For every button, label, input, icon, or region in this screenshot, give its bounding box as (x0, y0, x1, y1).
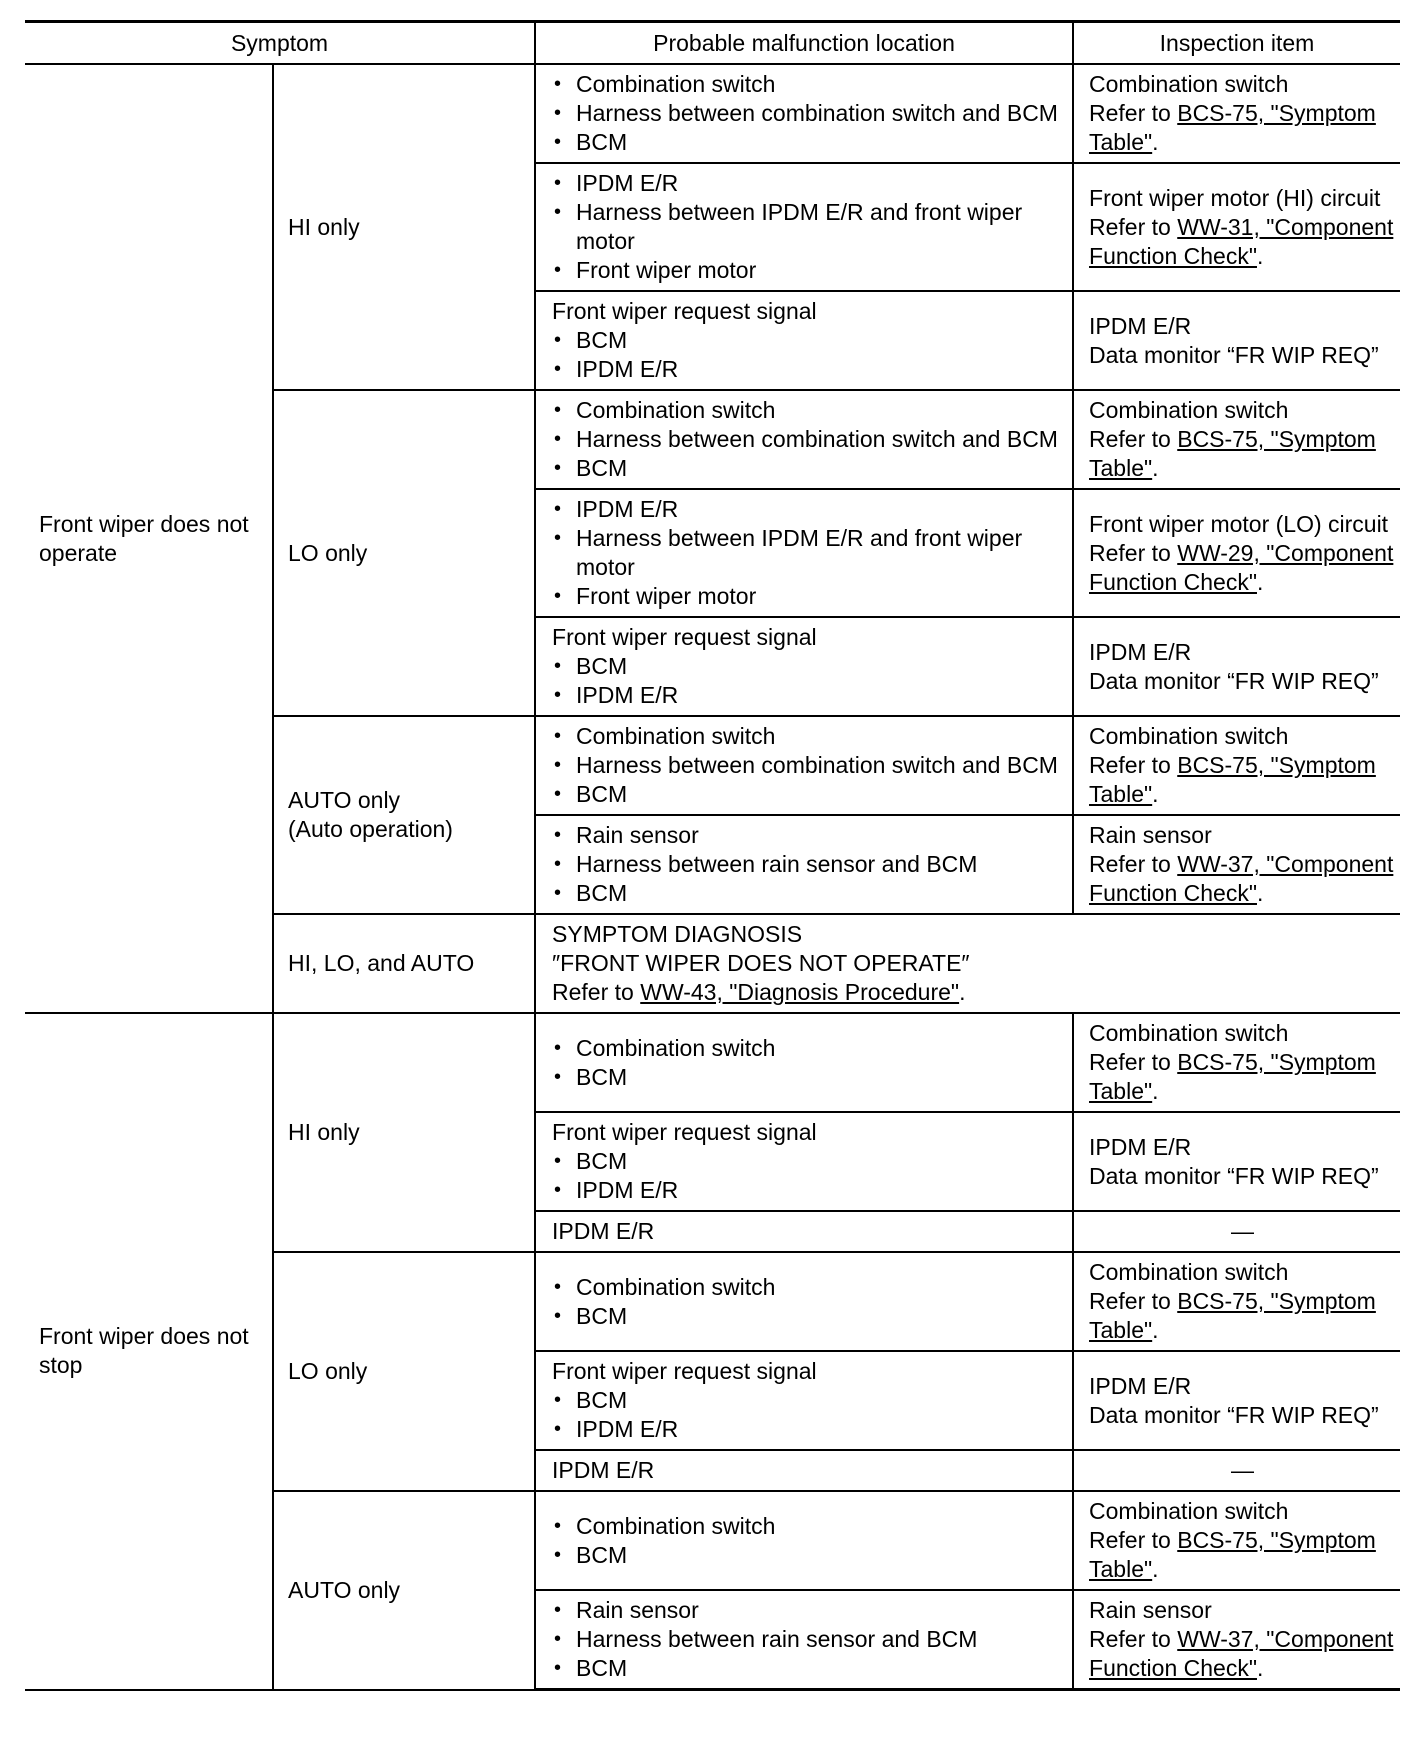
reference-link[interactable]: WW-37, "Component Function Check" (1089, 851, 1394, 906)
location-bullet-item: • BCM (552, 1302, 1062, 1331)
reference-link[interactable]: WW-43, "Diagnosis Procedure" (640, 979, 960, 1005)
location-bullet-item: • Combination switch (552, 1034, 1062, 1063)
probable-location-cell (535, 390, 1073, 489)
location-bullet-item: • Combination switch (552, 1273, 1062, 1302)
inspection-title: IPDM E/R (1089, 638, 1192, 665)
probable-location-cell (535, 1112, 1073, 1211)
inspection-item-cell (1073, 291, 1400, 390)
location-lead-text: IPDM E/R (552, 1457, 655, 1483)
location-bullet-item: • Harness between combination switch and BCM (552, 425, 1062, 454)
inspection-item-cell (1073, 1013, 1400, 1112)
inspection-title: Combination switch (1089, 71, 1289, 97)
location-bullet-item: • Harness between rain sensor and BCM (552, 1625, 1062, 1654)
reference-link[interactable]: BCS-75, "Symptom Table" (1089, 752, 1376, 807)
location-bullet-list (552, 396, 1062, 483)
location-bullet-list (552, 1273, 1062, 1331)
location-bullet-item: • IPDM E/R (552, 495, 1062, 524)
inspection-item-cell (1073, 1590, 1400, 1690)
diagnosis-reference (552, 978, 1390, 1007)
location-bullet-list (552, 1596, 1062, 1683)
location-bullet-item: • Front wiper motor (552, 256, 1062, 285)
location-bullet-list (552, 70, 1062, 157)
mode-text: AUTO only (288, 1576, 401, 1603)
location-bullet-item: • IPDM E/R (552, 681, 1062, 710)
location-bullet-item: • Front wiper motor (552, 582, 1062, 611)
mode-cell (273, 64, 535, 390)
reference-link[interactable]: WW-31, "Component Function Check" (1089, 213, 1394, 269)
location-bullet-item: • Combination switch (552, 396, 1062, 425)
probable-location-cell (535, 1491, 1073, 1590)
probable-location-cell (535, 64, 1073, 163)
mode-text: LO only (288, 539, 368, 566)
inspection-item-cell (1073, 489, 1400, 617)
inspection-reference (1089, 850, 1396, 908)
location-bullet-item: • BCM (552, 1147, 1062, 1176)
location-bullet-item: • Rain sensor (552, 1596, 1062, 1625)
inspection-title: Rain sensor (1089, 1597, 1212, 1623)
mode-cell (273, 1491, 535, 1690)
symptom-table (25, 20, 1400, 1691)
inspection-data-monitor: Data monitor “FR WIP REQ” (1089, 1401, 1379, 1428)
inspection-item-cell (1073, 1211, 1400, 1252)
table-row (25, 64, 1400, 163)
inspection-item-cell (1073, 1450, 1400, 1491)
location-bullet-list (552, 652, 1062, 710)
reference-link[interactable]: BCS-75, "Symptom Table" (1089, 1288, 1376, 1343)
location-bullet-list (552, 722, 1062, 809)
mode-text: HI, LO, and AUTO (288, 950, 475, 976)
reference-prefix: Refer to (1089, 752, 1178, 778)
reference-prefix: Refer to (1089, 1049, 1178, 1075)
location-bullet-item: • Harness between combination switch and BCM (552, 99, 1062, 128)
location-bullet-list (552, 495, 1062, 611)
location-bullet-item: • BCM (552, 780, 1062, 809)
location-bullet-item: • BCM (552, 1654, 1062, 1683)
inspection-reference (1089, 213, 1396, 271)
inspection-title: Rain sensor (1089, 822, 1212, 848)
inspection-data-monitor: Data monitor “FR WIP REQ” (1089, 341, 1379, 368)
probable-location-cell (535, 291, 1073, 390)
location-bullet-item: • Combination switch (552, 1512, 1062, 1541)
reference-link[interactable]: BCS-75, "Symptom Table" (1089, 1049, 1376, 1104)
reference-suffix: . (1152, 1317, 1159, 1343)
symptom-text: Front wiper does not operate (39, 510, 249, 566)
location-bullet-item: • IPDM E/R (552, 169, 1062, 198)
inspection-item-cell (1073, 1252, 1400, 1351)
inspection-title: IPDM E/R (1089, 1372, 1192, 1399)
reference-link[interactable]: WW-37, "Component Function Check" (1089, 1626, 1394, 1681)
reference-prefix: Refer to (1089, 1626, 1178, 1652)
inspection-reference (1089, 1625, 1396, 1683)
probable-location-cell (535, 1590, 1073, 1690)
location-lead-text: Front wiper request signal (552, 624, 817, 650)
reference-link[interactable]: BCS-75, "Symptom Table" (1089, 426, 1376, 481)
location-bullet-item: • Harness between IPDM E/R and front wiper motor (552, 524, 1062, 582)
header-inspection-item: Inspection item (1073, 22, 1400, 65)
reference-link[interactable]: BCS-75, "Symptom Table" (1089, 100, 1376, 155)
probable-location-cell (535, 489, 1073, 617)
inspection-title: Combination switch (1089, 1020, 1289, 1046)
inspection-title: IPDM E/R (1089, 1133, 1192, 1160)
reference-suffix: . (1152, 129, 1159, 155)
header-symptom: Symptom (25, 22, 535, 65)
location-bullet-item: • BCM (552, 128, 1062, 157)
probable-location-cell (535, 617, 1073, 716)
no-inspection-dash: — (1231, 1457, 1255, 1483)
inspection-reference (1089, 1048, 1396, 1106)
header-probable-location: Probable malfunction location (535, 22, 1073, 65)
inspection-item-cell (1073, 163, 1400, 291)
probable-location-cell (535, 1351, 1073, 1450)
location-bullet-list (552, 326, 1062, 384)
location-bullet-item: • BCM (552, 1386, 1062, 1415)
inspection-data-monitor: Data monitor “FR WIP REQ” (1089, 1162, 1379, 1189)
location-lead-text: Front wiper request signal (552, 1119, 817, 1145)
reference-prefix: Refer to (1089, 1288, 1178, 1314)
probable-location-cell (535, 1013, 1073, 1112)
location-bullet-list (552, 1147, 1062, 1205)
inspection-item-cell (1073, 1491, 1400, 1590)
inspection-reference (1089, 539, 1396, 597)
inspection-title: IPDM E/R (1089, 312, 1192, 339)
symptom-cell (25, 1013, 273, 1690)
reference-suffix: . (1152, 1078, 1159, 1104)
mode-cell (273, 390, 535, 716)
location-bullet-item: • Harness between rain sensor and BCM (552, 850, 1062, 879)
inspection-title: Combination switch (1089, 723, 1289, 749)
reference-suffix: . (1256, 880, 1264, 906)
mode-cell (273, 716, 535, 914)
reference-suffix: . (1256, 1655, 1264, 1681)
location-lead-text: Front wiper request signal (552, 298, 817, 324)
mode-subtext: (Auto operation) (288, 816, 453, 842)
table-body (25, 64, 1400, 1690)
reference-prefix: Refer to (1089, 426, 1178, 452)
mode-text: AUTO only (288, 787, 401, 813)
location-bullet-list (552, 1034, 1062, 1092)
probable-location-cell (535, 1252, 1073, 1351)
inspection-reference (1089, 1526, 1396, 1584)
inspection-item-cell (1073, 617, 1400, 716)
probable-location-cell (535, 163, 1073, 291)
no-inspection-dash: — (1231, 1218, 1255, 1244)
reference-suffix: . (959, 979, 966, 1005)
diagnosis-heading: SYMPTOM DIAGNOSIS (552, 921, 803, 947)
inspection-data-monitor: Data monitor “FR WIP REQ” (1089, 667, 1379, 694)
location-bullet-item: • Combination switch (552, 70, 1062, 99)
inspection-title: Combination switch (1089, 397, 1289, 423)
probable-location-cell (535, 1211, 1073, 1252)
reference-prefix: Refer to (1089, 1527, 1178, 1553)
symptom-table-document (25, 20, 1400, 1691)
location-lead-text: IPDM E/R (552, 1218, 655, 1244)
location-lead-text: Front wiper request signal (552, 1358, 817, 1384)
inspection-item-cell (1073, 1112, 1400, 1211)
inspection-item-cell (1073, 390, 1400, 489)
inspection-reference (1089, 425, 1396, 483)
reference-prefix: Refer to (1089, 100, 1178, 126)
location-bullet-item: • BCM (552, 1541, 1062, 1570)
location-bullet-item: • Harness between IPDM E/R and front wiper motor (552, 198, 1062, 256)
symptom-cell (25, 64, 273, 1013)
reference-suffix: . (1256, 242, 1264, 269)
location-bullet-item: • Harness between combination switch and BCM (552, 751, 1062, 780)
reference-prefix: Refer to (1089, 851, 1178, 877)
inspection-title: Combination switch (1089, 1498, 1289, 1524)
location-bullet-list (552, 1512, 1062, 1570)
inspection-reference (1089, 1287, 1396, 1345)
location-bullet-list (552, 1386, 1062, 1444)
location-bullet-item: • IPDM E/R (552, 1176, 1062, 1205)
inspection-reference (1089, 99, 1396, 157)
reference-suffix: . (1152, 781, 1159, 807)
probable-location-cell (535, 815, 1073, 914)
diagnosis-reference-cell (535, 914, 1400, 1013)
probable-location-cell (535, 1450, 1073, 1491)
location-bullet-item: • BCM (552, 1063, 1062, 1092)
symptom-text: Front wiper does not stop (39, 1323, 249, 1379)
reference-prefix: Refer to (552, 979, 641, 1005)
reference-link[interactable]: BCS-75, "Symptom Table" (1089, 1527, 1376, 1582)
inspection-item-cell (1073, 815, 1400, 914)
mode-text: LO only (288, 1358, 368, 1384)
location-bullet-item: • IPDM E/R (552, 1415, 1062, 1444)
mode-text: HI only (288, 1119, 360, 1145)
mode-cell (273, 914, 535, 1013)
location-bullet-list (552, 821, 1062, 908)
location-bullet-item: • BCM (552, 326, 1062, 355)
location-bullet-item: • IPDM E/R (552, 355, 1062, 384)
diagnosis-symptom-name: ″FRONT WIPER DOES NOT OPERATE″ (552, 950, 970, 976)
reference-link[interactable]: WW-29, "Component Function Check" (1089, 539, 1394, 595)
reference-prefix: Refer to (1089, 539, 1178, 566)
inspection-title: Front wiper motor (HI) circuit (1089, 184, 1381, 211)
reference-suffix: . (1256, 568, 1264, 595)
inspection-item-cell (1073, 716, 1400, 815)
location-bullet-item: • BCM (552, 879, 1062, 908)
location-bullet-list (552, 169, 1062, 285)
probable-location-cell (535, 716, 1073, 815)
mode-text: HI only (288, 213, 360, 240)
reference-suffix: . (1152, 1556, 1159, 1582)
location-bullet-item: • Rain sensor (552, 821, 1062, 850)
location-bullet-item: • BCM (552, 454, 1062, 483)
inspection-title: Combination switch (1089, 1259, 1289, 1285)
mode-cell (273, 1013, 535, 1252)
header-row (25, 22, 1400, 65)
inspection-item-cell (1073, 64, 1400, 163)
reference-suffix: . (1152, 455, 1159, 481)
inspection-item-cell (1073, 1351, 1400, 1450)
reference-prefix: Refer to (1089, 213, 1178, 240)
table-row (25, 1013, 1400, 1112)
location-bullet-item: • BCM (552, 652, 1062, 681)
inspection-title: Front wiper motor (LO) circuit (1089, 510, 1389, 537)
location-bullet-item: • Combination switch (552, 722, 1062, 751)
mode-cell (273, 1252, 535, 1491)
inspection-reference (1089, 751, 1396, 809)
